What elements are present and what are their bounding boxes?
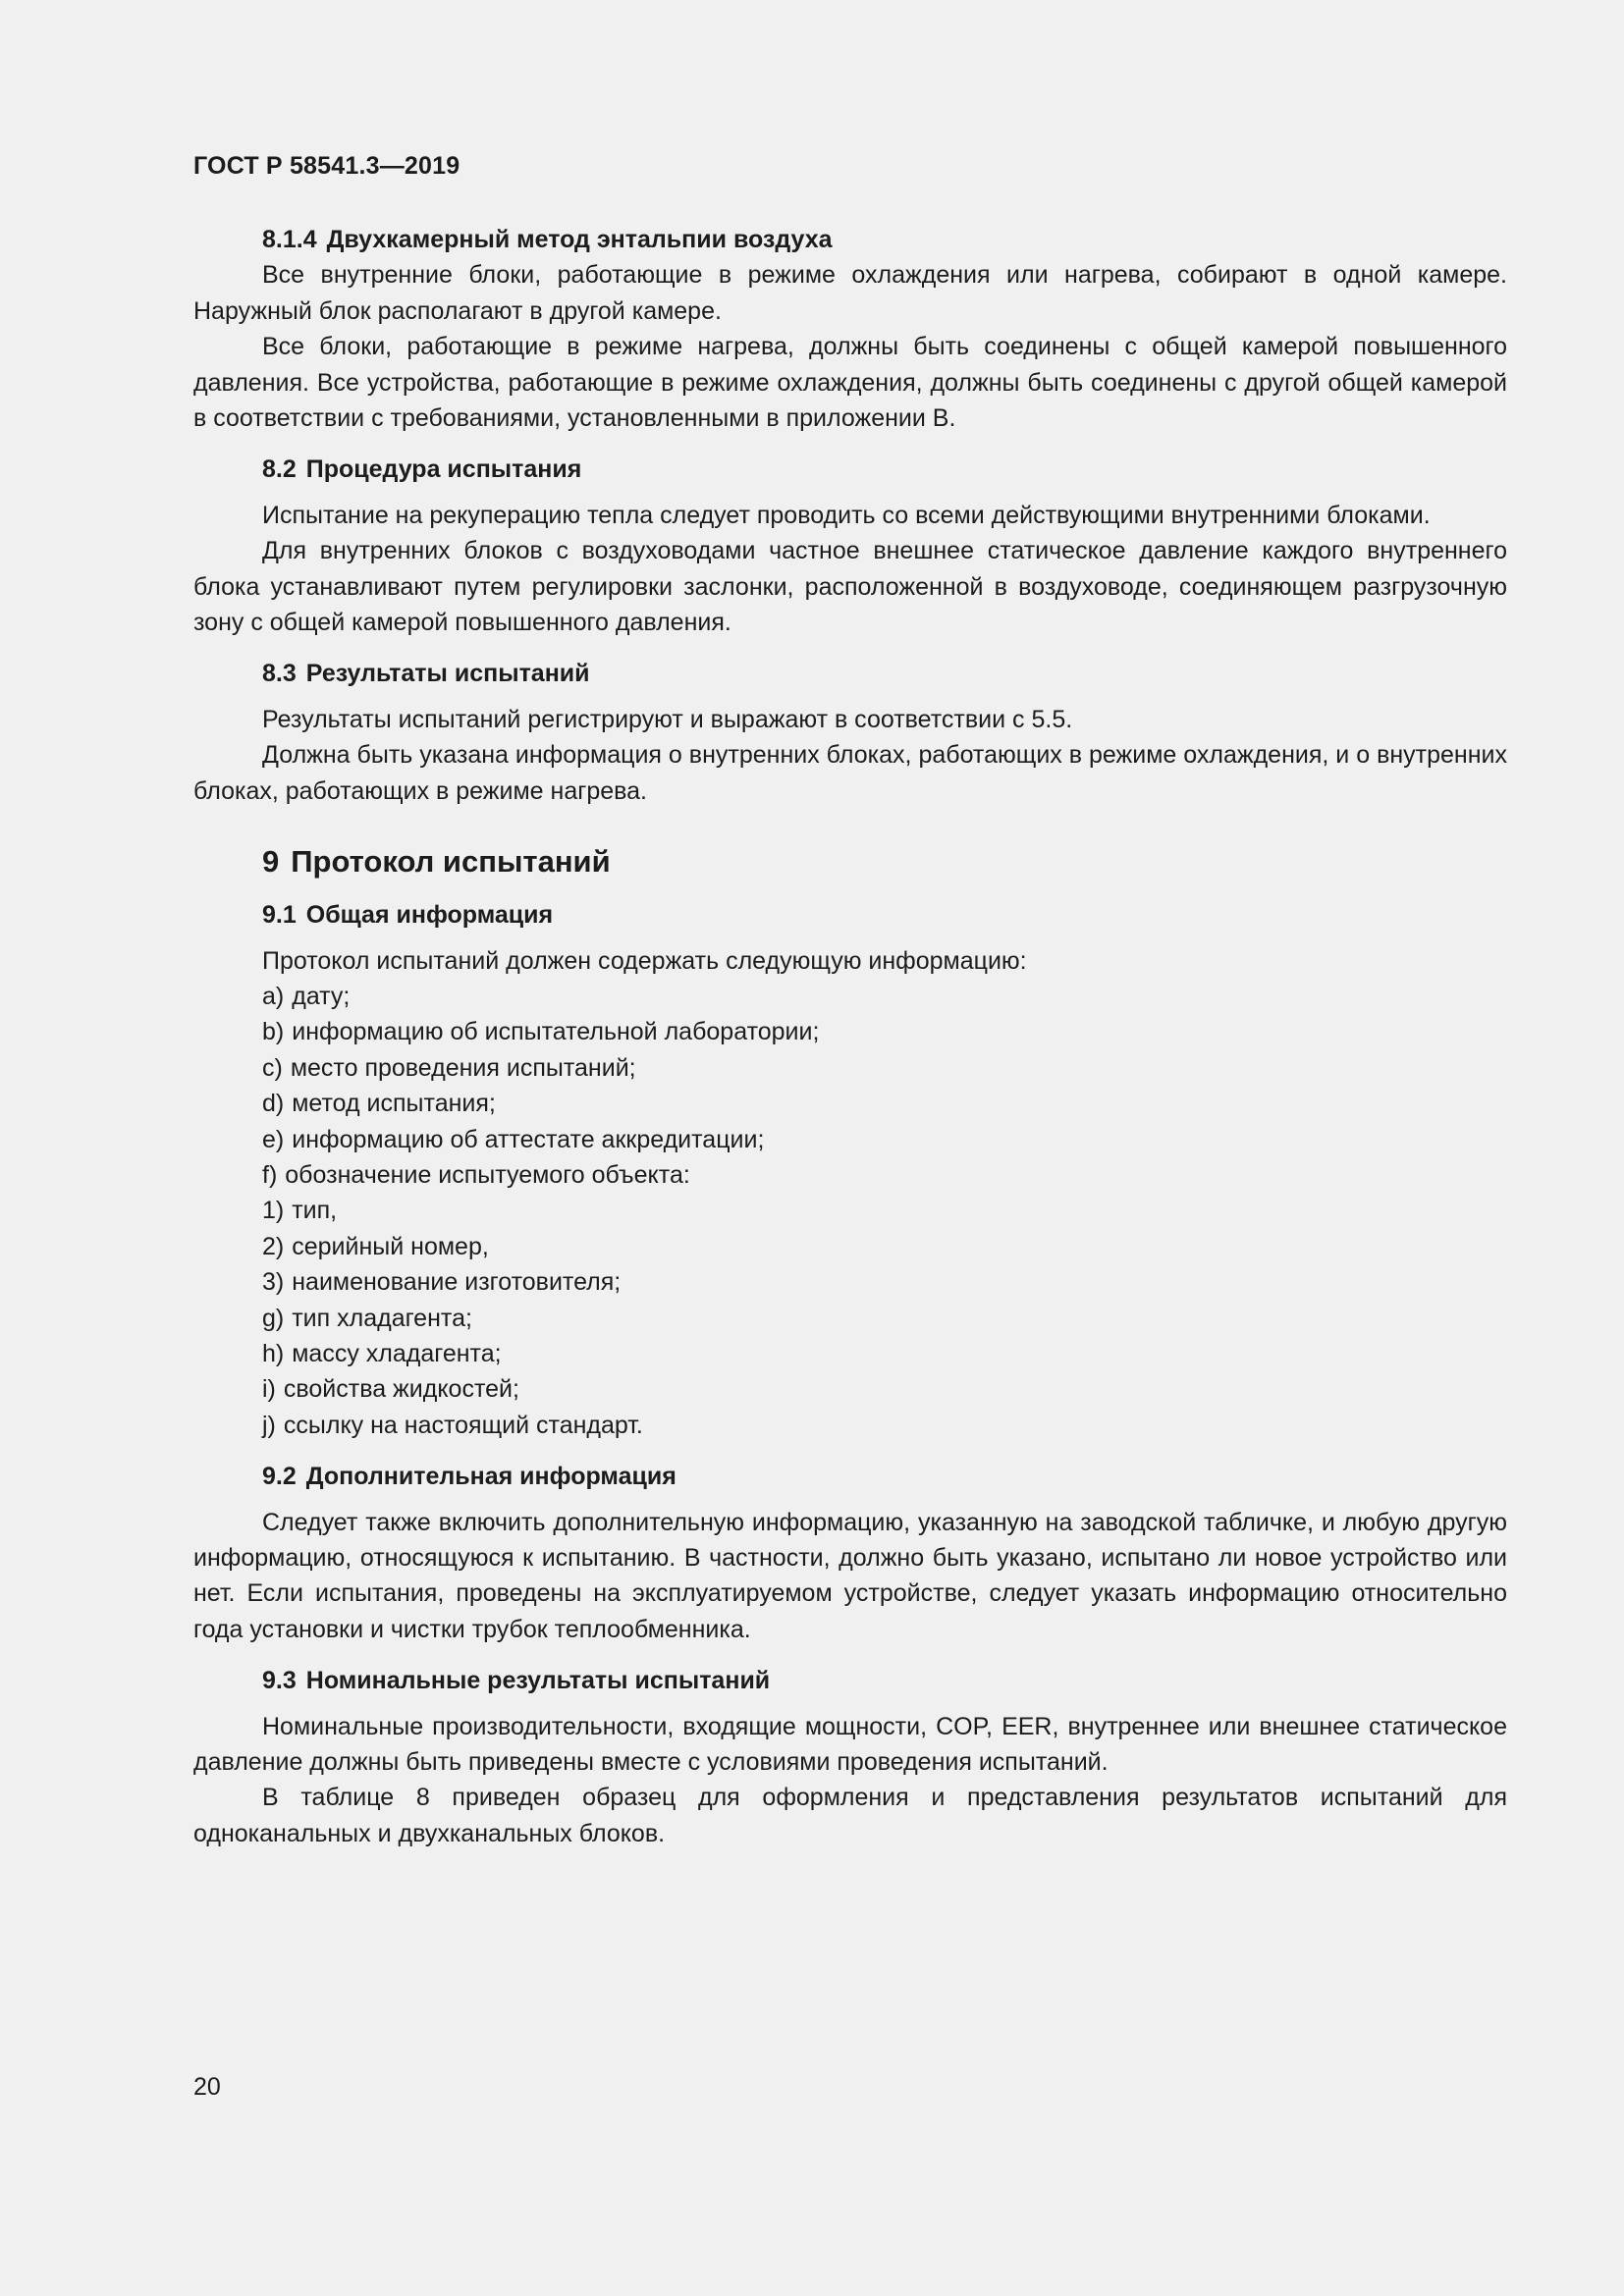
section-9-1-heading [193, 897, 1507, 933]
paragraph: Номинальные производительности, входящие мощности, COP, EER, внутреннее или внешнее статическое давление должны быть приведены вместе с условиями проведения испытаний. [193, 1712, 1507, 1777]
paragraph: Результаты испытаний регистрируют и выражают в соответствии с 5.5. [262, 705, 1073, 733]
list-item-text: свойства жидкостей; [283, 1375, 519, 1404]
list-marker: 2) [262, 1232, 285, 1260]
list-item [193, 1371, 1507, 1407]
list-item [193, 1408, 1507, 1443]
section-number: 9.2 [262, 1463, 297, 1491]
list-item-text: тип, [292, 1197, 338, 1225]
requirements-list [193, 979, 1507, 1443]
section-number: 8.3 [262, 660, 297, 688]
list-item [193, 1014, 1507, 1049]
section-title: Общая информация [305, 901, 554, 930]
document-header [193, 152, 460, 181]
list-item-text: массу хладагента; [292, 1339, 502, 1367]
list-item-text: серийный номер, [292, 1232, 489, 1260]
list-item [193, 1050, 1507, 1086]
list-item [193, 1229, 1507, 1264]
list-marker: e) [262, 1125, 285, 1153]
list-marker: c) [262, 1053, 283, 1082]
list-item-text: наименование изготовителя; [292, 1268, 622, 1297]
section-9-heading [193, 842, 1507, 881]
list-item-text: дату; [292, 982, 351, 1010]
list-item-text: информацию об аттестате аккредитации; [292, 1125, 765, 1153]
section-title: Процедура испытания [305, 455, 582, 484]
list-marker: 1) [262, 1197, 285, 1225]
section-9-3-heading [193, 1663, 1507, 1698]
page-number: 20 [193, 2073, 221, 2101]
list-item [193, 1157, 1507, 1193]
section-number: 8.2 [262, 455, 297, 484]
section-number: 9 [262, 844, 280, 880]
paragraph: Должна быть указана информация о внутренних блоках, работающих в режиме охлаждения, и о внутренних блоках, работающих в режиме нагрева. [193, 741, 1507, 805]
list-item-text: место проведения испытаний; [290, 1053, 636, 1082]
section-title: Протокол испытаний [291, 844, 611, 880]
list-item-text: тип хладагента; [292, 1304, 472, 1332]
section-8-2-heading [193, 452, 1507, 487]
list-item [193, 1193, 1507, 1228]
paragraph: Испытание на рекуперацию тепла следует проводить со всеми действующими внутренними блоками. [262, 501, 1431, 529]
section-8-1-4-heading [193, 222, 1507, 257]
page-footer [193, 2073, 221, 2102]
section-title: Результаты испытаний [305, 660, 590, 688]
section-number: 9.3 [262, 1667, 297, 1695]
list-marker: g) [262, 1304, 285, 1332]
paragraph: Все внутренние блоки, работающие в режиме охлаждения или нагрева, собирают в одной камере. Наружный блок располагают в другой камере. [193, 261, 1507, 325]
list-item [193, 1122, 1507, 1157]
document-id: ГОСТ Р 58541.3—2019 [193, 152, 460, 180]
paragraph: В таблице 8 приведен образец для оформления и представления результатов испытаний для одноканальных и двухканальных блоков. [193, 1784, 1507, 1847]
page-content [193, 222, 1507, 1851]
section-number: 9.1 [262, 901, 297, 930]
section-9-2-heading [193, 1459, 1507, 1494]
list-item [193, 979, 1507, 1014]
list-item [193, 1264, 1507, 1300]
list-item-text: обозначение испытуемого объекта: [285, 1160, 690, 1189]
list-marker: h) [262, 1339, 285, 1367]
list-item-text: информацию об испытательной лаборатории; [292, 1018, 820, 1046]
section-8-3-heading [193, 656, 1507, 691]
section-title: Номинальные результаты испытаний [305, 1667, 771, 1695]
list-marker: 3) [262, 1268, 285, 1297]
list-item [193, 1336, 1507, 1371]
list-marker: b) [262, 1018, 285, 1046]
list-marker: j) [262, 1411, 276, 1439]
section-title: Дополнительная информация [305, 1463, 677, 1491]
list-marker: i) [262, 1375, 276, 1404]
list-marker: a) [262, 982, 285, 1010]
list-item-text: метод испытания; [292, 1090, 496, 1118]
list-marker: f) [262, 1160, 278, 1189]
paragraph: Для внутренних блоков с воздуховодами частное внешнее статическое давление каждого внутреннего блока устанавливают путем регулировки заслонки, расположенной в воздуховоде, соединяющем разгрузочную зону с общей камерой повышенного давления. [193, 537, 1507, 637]
list-item [193, 1301, 1507, 1336]
section-number: 8.1.4 [262, 226, 317, 253]
paragraph: Следует также включить дополнительную информацию, указанную на заводской табличке, и любую другую информацию, относящуюся к испытанию. В частности, должно быть указано, испытано ли новое устройство или нет. Если испытания, проведены на эксплуатируемом устройстве, следует указать информацию относительно года установки и чистки трубок теплообменника. [193, 1508, 1507, 1643]
list-item-text: ссылку на настоящий стандарт. [283, 1411, 643, 1439]
list-marker: d) [262, 1090, 285, 1118]
paragraph: Протокол испытаний должен содержать следующую информацию: [262, 946, 1027, 975]
section-title: Двухкамерный метод энтальпии воздуха [326, 226, 833, 253]
paragraph: Все блоки, работающие в режиме нагрева, должны быть соединены с общей камерой повышенного давления. Все устройства, работающие в режиме охлаждения, должны быть соединены с другой общей камерой в соответствии с требованиями, установленными в приложении В. [193, 333, 1507, 433]
list-item [193, 1086, 1507, 1121]
